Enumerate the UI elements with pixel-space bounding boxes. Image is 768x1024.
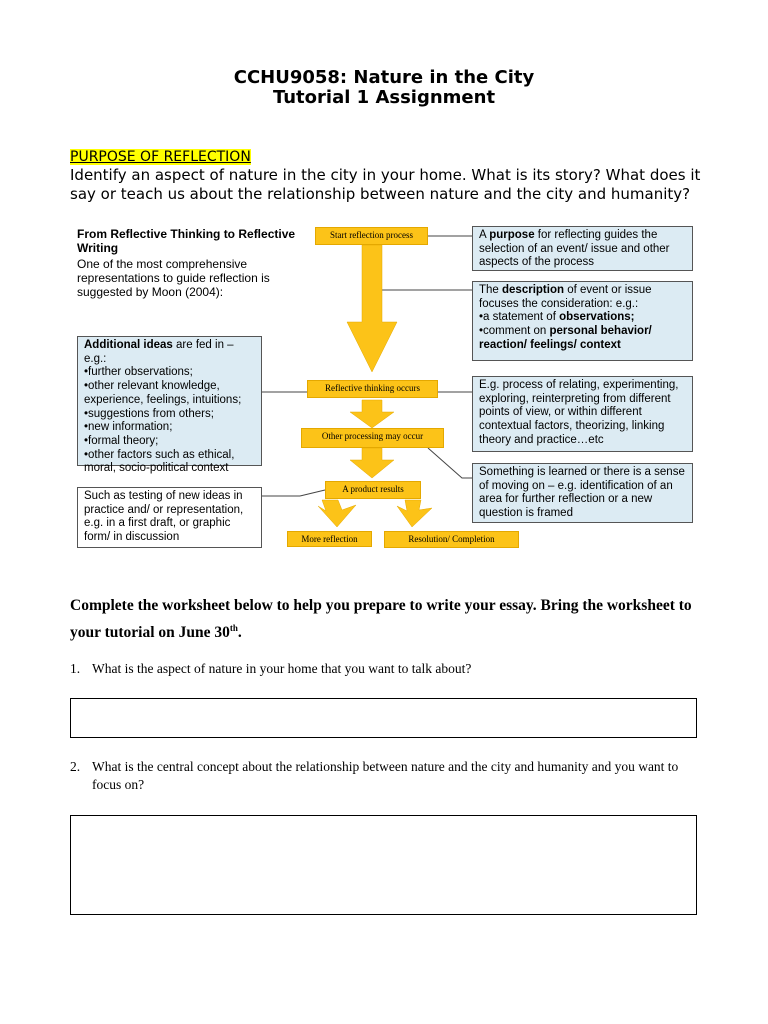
ideas-item: •suggestions from others; xyxy=(84,407,214,420)
ideas-item: •formal theory; xyxy=(84,434,159,447)
answer-box-2[interactable] xyxy=(70,815,697,915)
question-1: 1. What is the aspect of nature in your home that you want to talk about? xyxy=(70,661,472,676)
ideas-item: •further observations; xyxy=(84,366,193,379)
answer-box-1[interactable] xyxy=(70,698,697,738)
description-box: The description of event or issue focuses the consideration: e.g.: •a statement of observations; •comment on personal behavior/ reaction/ feelings/ context xyxy=(472,281,693,361)
flow-product: A product results xyxy=(325,481,421,499)
testing-box: Such as testing of new ideas in practice and/ or representation, e.g. in a first draft, or graphic form/ in discussion xyxy=(77,487,262,548)
process-box: E.g. process of relating, experimenting, exploring, reinterpreting from different points of view, or within different contextual factors, theorizing, linking theory and practice…etc xyxy=(472,376,693,452)
flow-other-processing: Other processing may occur xyxy=(301,428,444,448)
worksheet-intro: Complete the worksheet below to help you prepare to write your essay. Bring the worksheet to your tutorial on June 30th. xyxy=(70,597,692,642)
purpose-box: A purpose for reflecting guides the selection of an event/ issue and other aspects of the process xyxy=(472,226,693,271)
flow-start: Start reflection process xyxy=(315,227,428,245)
ideas-item: •other factors such as ethical, moral, socio-political context xyxy=(84,448,235,475)
connector-learned xyxy=(428,448,472,478)
ideas-box: Additional ideas are fed in – e.g.: •further observations; •other relevant knowledge, experience, feelings, intuitions; •suggestions from others; •new information; •formal theory; •other factors such as ethical, moral, socio-political context xyxy=(77,336,262,466)
purpose-intro: Identify an aspect of nature in the city in your home. What is its story? What does it say or teach us about the relationship between nature and the city and humanity? xyxy=(70,166,701,203)
connector-testing-b xyxy=(300,490,325,496)
document-title: CCHU9058: Nature in the City xyxy=(233,67,535,88)
document-subtitle: Tutorial 1 Assignment xyxy=(272,87,496,108)
arrow-third-down xyxy=(350,448,394,478)
arrow-right-branch xyxy=(397,500,432,527)
diagram-heading: From Reflective Thinking to Reflective Writing xyxy=(77,227,296,255)
arrow-main-down xyxy=(347,245,397,372)
flow-more-reflection: More reflection xyxy=(287,531,372,547)
diagram-description: One of the most comprehensive representations to guide reflection is suggested by Moon (2004): xyxy=(77,257,270,299)
arrow-second-down xyxy=(350,400,394,428)
learned-box: Something is learned or there is a sense of moving on – e.g. identification of an area for further reflection or a new question is framed xyxy=(472,463,693,523)
flow-reflective-thinking: Reflective thinking occurs xyxy=(307,380,438,398)
ideas-item: •other relevant knowledge, experience, feelings, intuitions; xyxy=(84,380,242,406)
flow-resolution: Resolution/ Completion xyxy=(384,531,519,548)
question-2: 2. What is the central concept about the relationship between nature and the city and humanity and you want to focus on? xyxy=(70,759,679,792)
purpose-heading xyxy=(70,148,251,166)
arrow-left-branch xyxy=(318,500,356,527)
purpose-heading-text: PURPOSE OF REFLECTION xyxy=(70,149,251,165)
ideas-item: •new information; xyxy=(84,421,173,434)
